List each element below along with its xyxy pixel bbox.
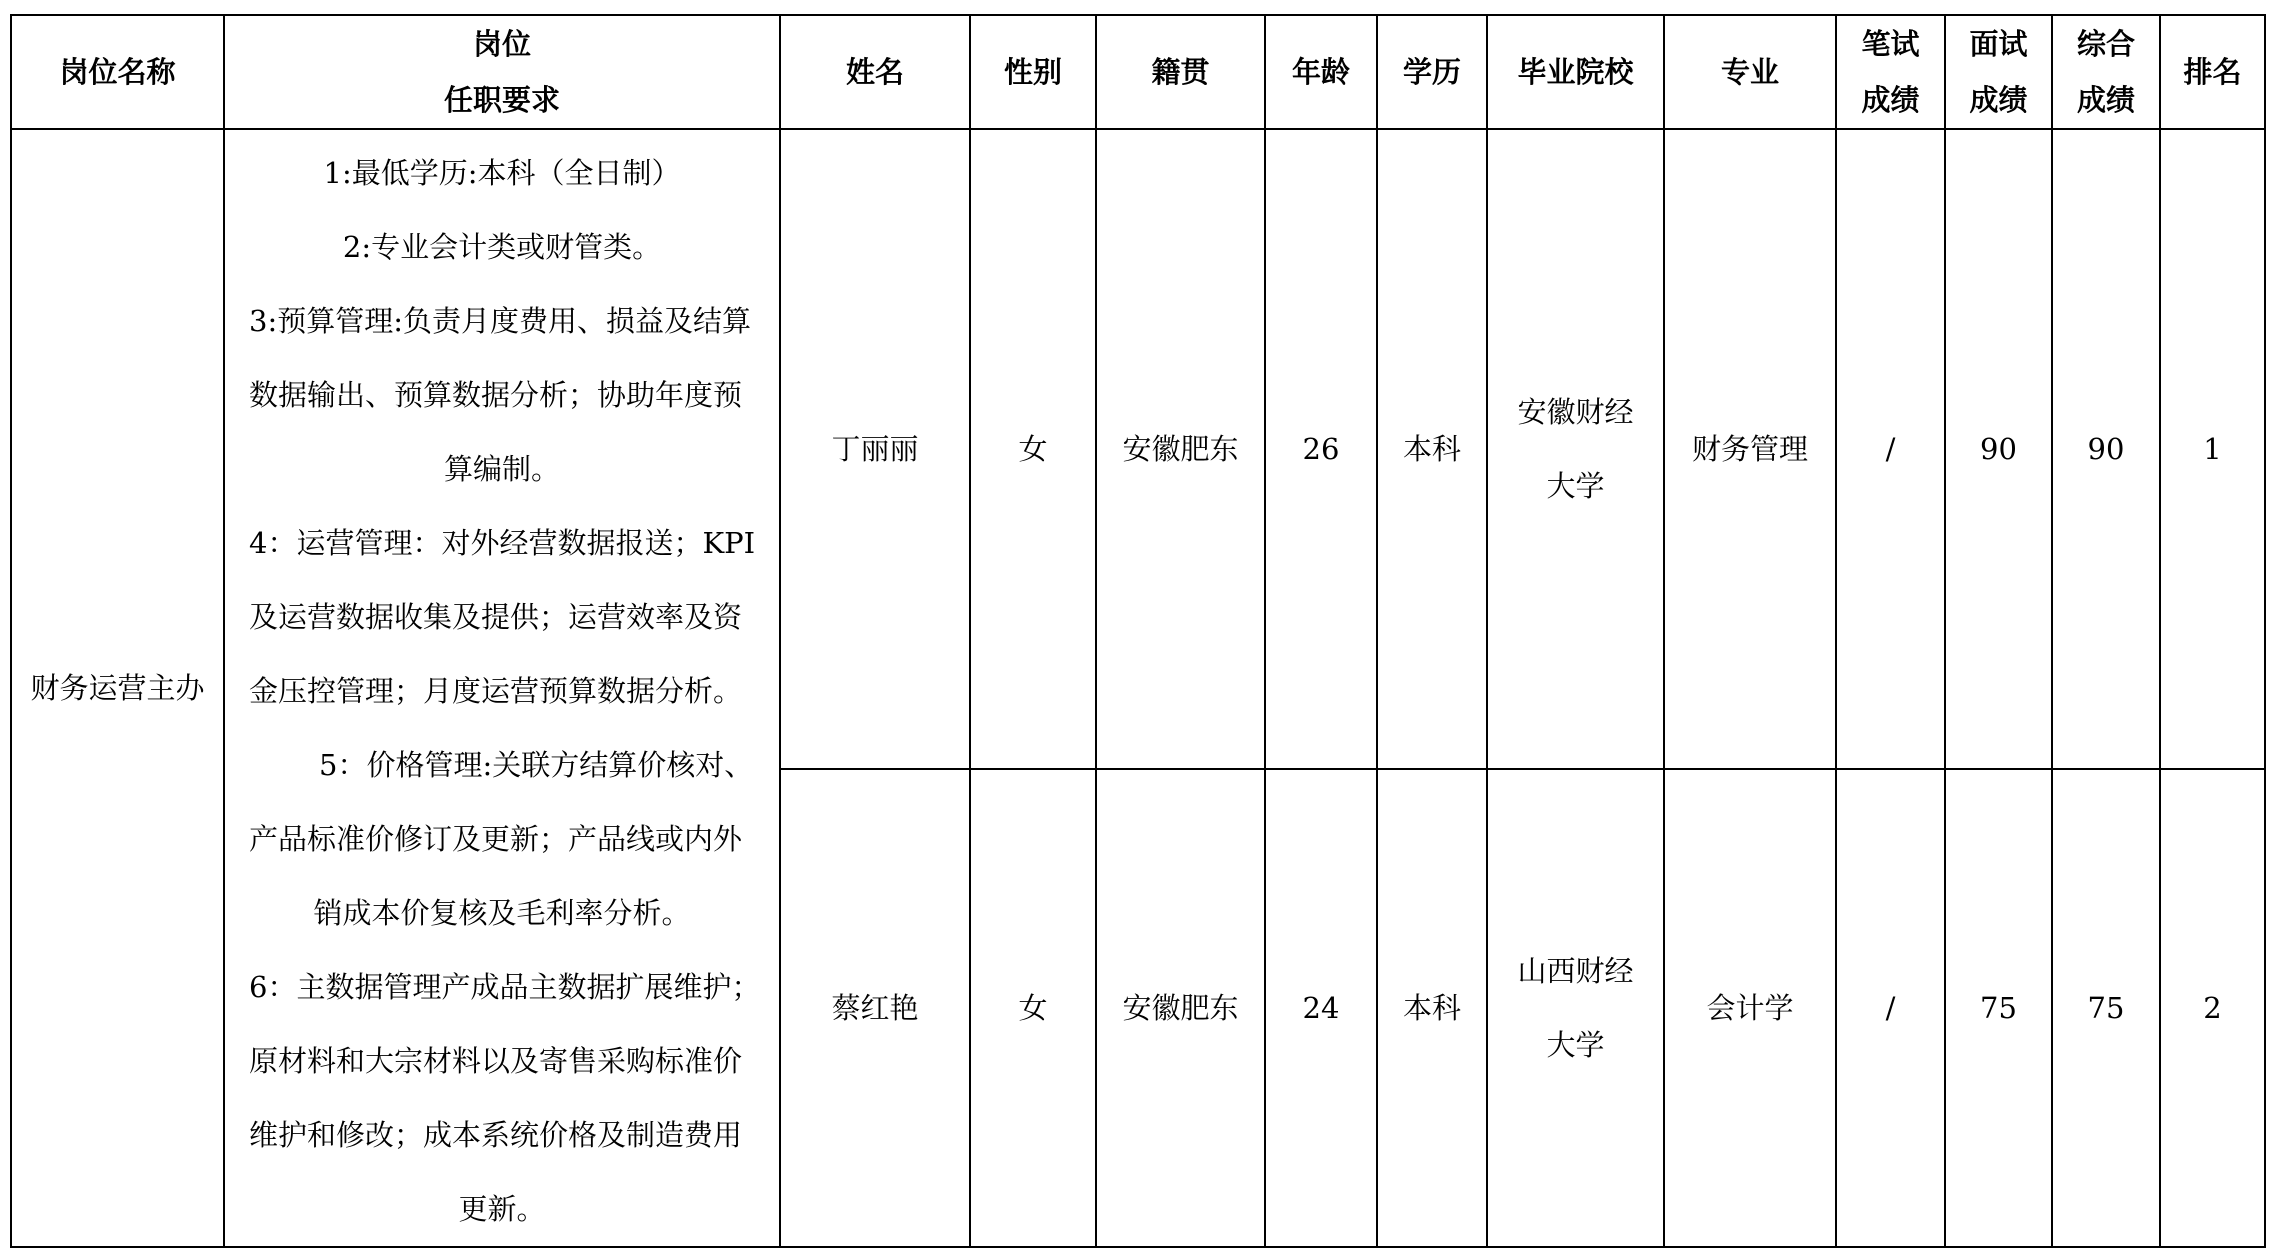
requirement-line: 销成本价复核及毛利率分析。 [313, 896, 691, 930]
header-name: 姓名 [780, 15, 970, 129]
candidate-total-score: 75 [2052, 769, 2160, 1247]
requirements-cell [224, 129, 780, 1247]
requirements-list [225, 130, 779, 1246]
requirement-line: 更新。 [458, 1192, 546, 1226]
header-row [11, 15, 2265, 129]
header-interview-line2: 成绩 [1969, 83, 2028, 117]
candidate-major: 财务管理 [1664, 129, 1836, 769]
requirement-line: 3:预算管理:负责月度费用、损益及结算 [249, 304, 751, 338]
candidate-school-line2: 大学 [1546, 468, 1605, 503]
candidate-age: 26 [1265, 129, 1377, 769]
candidate-major: 会计学 [1664, 769, 1836, 1247]
requirement-line: 金压控管理；月度运营预算数据分析。 [249, 674, 743, 708]
requirement-line: 6：主数据管理产成品主数据扩展维护； [249, 970, 761, 1004]
candidate-hometown: 安徽肥东 [1096, 129, 1265, 769]
header-interview-score [1945, 15, 2052, 129]
candidate-interview-score: 90 [1945, 129, 2052, 769]
table-row [11, 129, 2265, 769]
candidate-hometown: 安徽肥东 [1096, 769, 1265, 1247]
requirement-line: 2:专业会计类或财管类。 [342, 230, 662, 264]
candidate-school [1487, 129, 1664, 769]
candidate-rank: 2 [2160, 769, 2265, 1247]
header-education: 学历 [1377, 15, 1487, 129]
header-written-line2: 成绩 [1861, 83, 1920, 117]
candidate-education: 本科 [1377, 769, 1487, 1247]
requirement-line: 维护和修改；成本系统价格及制造费用 [249, 1118, 743, 1152]
requirement-line: 5：价格管理:关联方结算价核对、 [319, 748, 754, 782]
candidate-written-score: / [1836, 769, 1945, 1247]
header-requirements-line1: 岗位 [472, 27, 531, 61]
candidate-education: 本科 [1377, 129, 1487, 769]
header-gender: 性别 [970, 15, 1096, 129]
header-major: 专业 [1664, 15, 1836, 129]
requirement-line: 及运营数据收集及提供；运营效率及资 [249, 600, 743, 634]
requirement-line: 算编制。 [443, 452, 560, 486]
candidate-total-score: 90 [2052, 129, 2160, 769]
candidate-age: 24 [1265, 769, 1377, 1247]
header-written-line1: 笔试 [1861, 27, 1920, 61]
requirement-line: 产品标准价修订及更新；产品线或内外 [249, 822, 743, 856]
candidate-interview-score: 75 [1945, 769, 2052, 1247]
candidate-school-line1: 山西财经 [1517, 953, 1634, 988]
candidate-school [1487, 769, 1664, 1247]
candidate-gender: 女 [970, 129, 1096, 769]
recruitment-results-table [10, 14, 2266, 1248]
candidate-rank: 1 [2160, 129, 2265, 769]
header-total-line2: 成绩 [2076, 83, 2135, 117]
requirement-line: 原材料和大宗材料以及寄售采购标准价 [249, 1044, 743, 1078]
header-rank: 排名 [2160, 15, 2265, 129]
candidate-gender: 女 [970, 769, 1096, 1247]
position-name-cell: 财务运营主办 [11, 129, 224, 1247]
header-requirements [224, 15, 780, 129]
requirement-line: 数据输出、预算数据分析；协助年度预 [249, 378, 743, 412]
header-total-line1: 综合 [2076, 27, 2135, 61]
header-position-name: 岗位名称 [11, 15, 224, 129]
candidate-written-score: / [1836, 129, 1945, 769]
header-requirements-line2: 任职要求 [443, 83, 560, 117]
header-interview-line1: 面试 [1969, 27, 2028, 61]
header-school: 毕业院校 [1487, 15, 1664, 129]
candidate-name: 蔡红艳 [780, 769, 970, 1247]
header-total-score [2052, 15, 2160, 129]
header-written-score [1836, 15, 1945, 129]
candidate-school-line1: 安徽财经 [1517, 394, 1634, 429]
header-age: 年龄 [1265, 15, 1377, 129]
requirement-line: 4：运营管理：对外经营数据报送；KPI [249, 526, 756, 560]
candidate-school-line2: 大学 [1546, 1027, 1605, 1062]
candidate-name: 丁丽丽 [780, 129, 970, 769]
header-hometown: 籍贯 [1096, 15, 1265, 129]
requirement-line: 1:最低学历:本科（全日制） [323, 156, 681, 190]
